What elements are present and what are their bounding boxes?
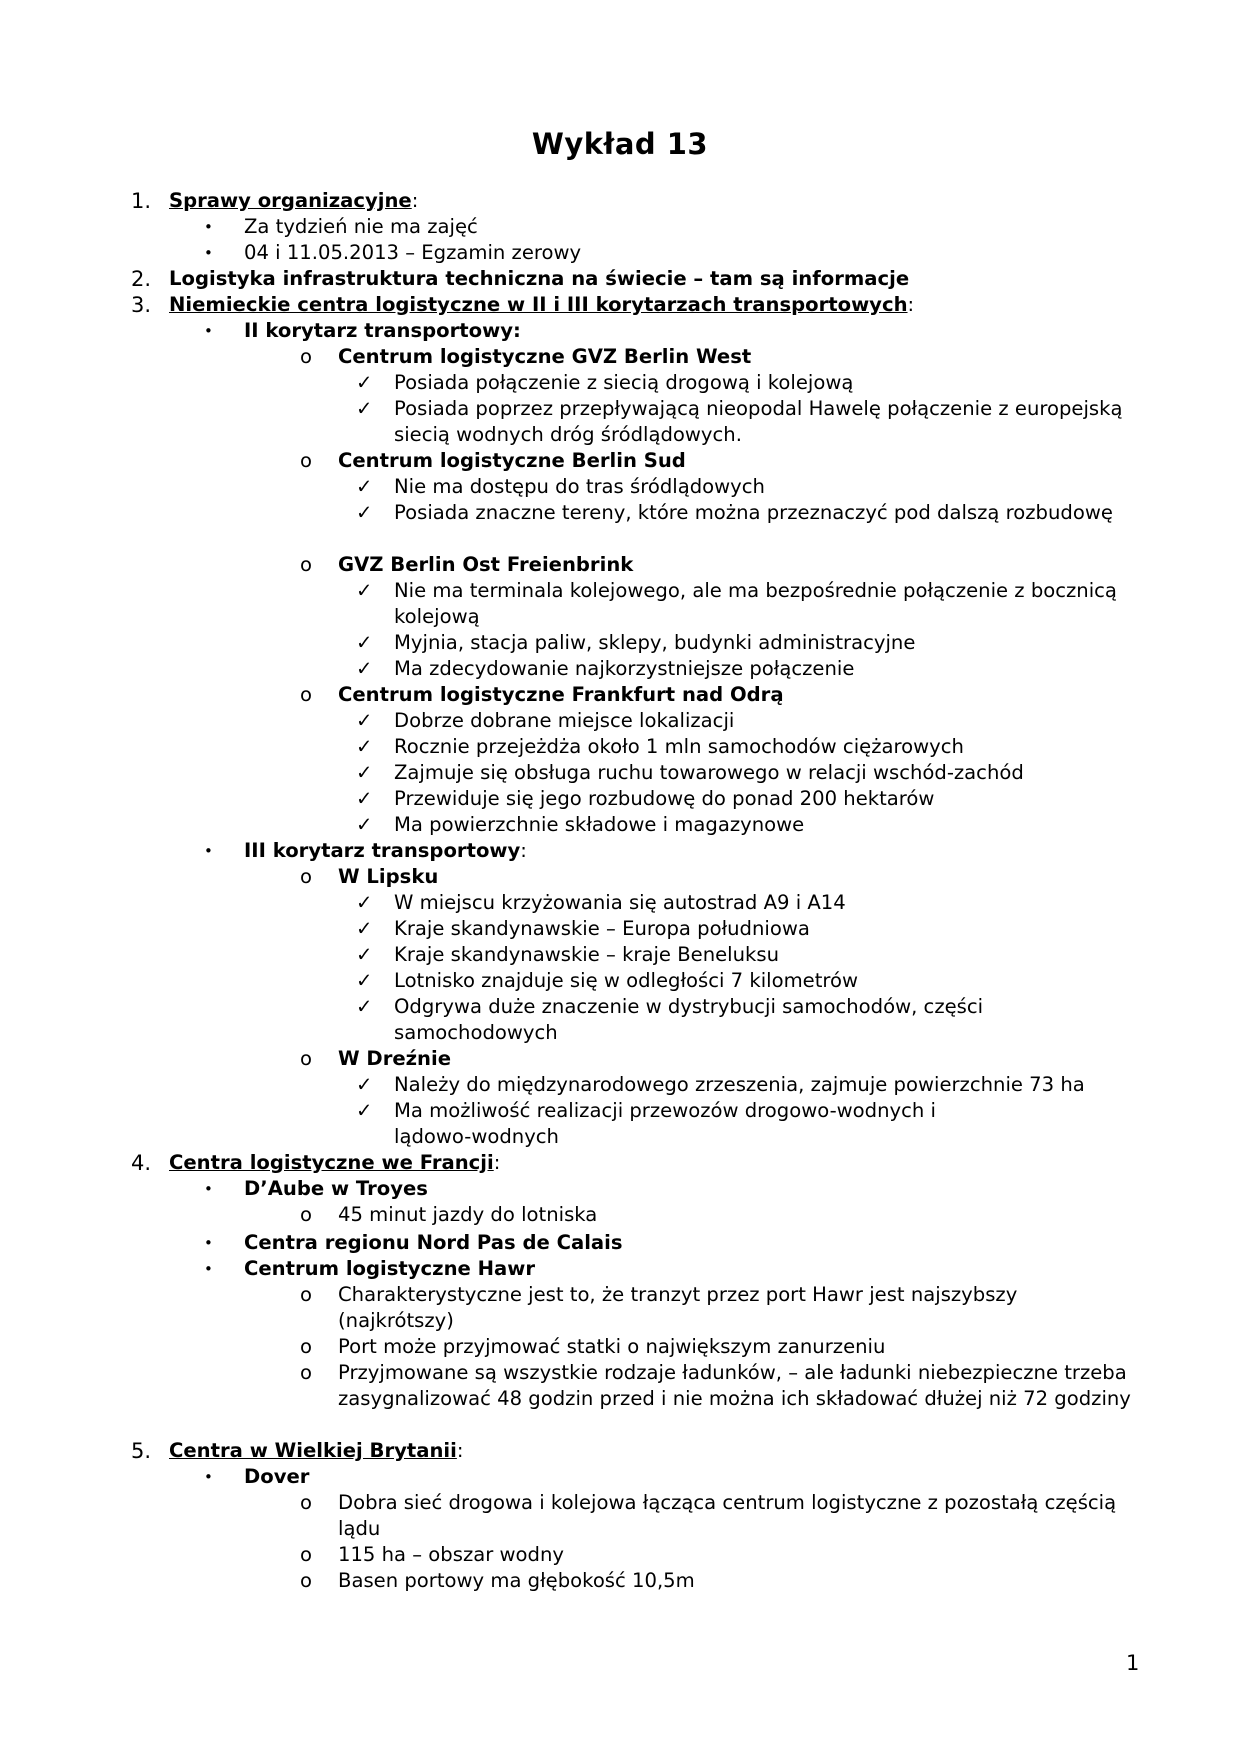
section-5 xyxy=(0,1438,1240,1464)
circle-bullet-icon: o xyxy=(300,1361,312,1384)
section-heading: Niemieckie centra logistyczne w II i III korytarzach transportowych xyxy=(169,293,908,316)
group-label: Centrum logistyczne Hawr xyxy=(244,1257,536,1280)
list-item xyxy=(0,214,1240,240)
section-number: 2. xyxy=(131,267,152,291)
list-item-text: Dobra sieć drogowa i kolejowa łącząca centrum logistyczne z pozostałą częścią lądu xyxy=(338,1491,1117,1540)
heading-suffix: : xyxy=(907,293,915,316)
circle-bullet-icon: o xyxy=(300,345,312,368)
list-item xyxy=(0,370,1240,396)
check-icon: ✓ xyxy=(356,631,373,654)
bullet-icon: • xyxy=(204,1260,213,1278)
section-heading: Logistyka infrastruktura techniczna na świecie – tam są informacje xyxy=(169,267,910,290)
group-heading xyxy=(0,318,1240,344)
check-icon: ✓ xyxy=(356,995,373,1018)
check-icon: ✓ xyxy=(356,891,373,914)
document-body xyxy=(0,188,1240,1594)
list-item-text: Kraje skandynawskie – Europa południowa xyxy=(394,917,810,940)
list-item xyxy=(0,1098,1240,1150)
center-name: Centrum logistyczne GVZ Berlin West xyxy=(338,345,752,368)
group-label: Centra regionu Nord Pas de Calais xyxy=(244,1231,623,1254)
check-icon: ✓ xyxy=(356,475,373,498)
list-item xyxy=(0,734,1240,760)
check-icon: ✓ xyxy=(356,1099,373,1122)
list-item-text: 115 ha – obszar wodny xyxy=(338,1543,564,1566)
circle-bullet-icon: o xyxy=(300,449,312,472)
bullet-icon: • xyxy=(204,322,213,340)
check-icon: ✓ xyxy=(356,657,373,680)
group-label: II korytarz transportowy: xyxy=(244,319,521,342)
check-icon: ✓ xyxy=(356,761,373,784)
heading-suffix: : xyxy=(411,189,419,212)
center-name: W Dreźnie xyxy=(338,1047,452,1070)
section-number: 5. xyxy=(131,1439,152,1463)
bullet-icon: • xyxy=(204,1234,213,1252)
bullet-icon: • xyxy=(204,244,213,262)
check-icon: ✓ xyxy=(356,579,373,602)
list-item-text: Basen portowy ma głębokość 10,5m xyxy=(338,1569,695,1592)
section-number: 1. xyxy=(131,189,152,213)
circle-bullet-icon: o xyxy=(300,1335,312,1358)
section-heading: Centra logistyczne we Francji xyxy=(169,1151,494,1174)
list-item-text: Przyjmowane są wszystkie rodzaje ładunków, – ale ładunki niebezpieczne trzeba zasygnalizować 48 godzin przed i nie można ich składować dłużej niż 72 godziny xyxy=(338,1361,1131,1410)
list-item xyxy=(0,578,1240,630)
list-item xyxy=(0,1282,1240,1334)
list-item-text: Port może przyjmować statki o największym zanurzeniu xyxy=(338,1335,886,1358)
list-item xyxy=(0,656,1240,682)
section-2 xyxy=(0,266,1240,292)
list-item-text: Charakterystyczne jest to, że tranzyt przez port Hawr jest najszybszy (najkrótszy) xyxy=(338,1283,1018,1332)
list-item-text: Za tydzień nie ma zajęć xyxy=(244,215,478,238)
list-item-text: Odgrywa duże znaczenie w dystrybucji samochodów, części samochodowych xyxy=(394,995,984,1044)
group-suffix: : xyxy=(520,839,527,862)
circle-bullet-icon: o xyxy=(300,1047,312,1070)
group-label: III korytarz transportowy xyxy=(244,839,521,862)
center-heading xyxy=(0,864,1240,890)
list-item-text: Posiada połączenie z siecią drogową i kolejową xyxy=(394,371,854,394)
section-3 xyxy=(0,292,1240,318)
list-item xyxy=(0,942,1240,968)
list-item xyxy=(0,1360,1240,1438)
group-label: D’Aube w Troyes xyxy=(244,1177,428,1200)
list-item-text: Nie ma terminala kolejowego, ale ma bezpośrednie połączenie z bocznicą kolejową xyxy=(394,579,1117,628)
section-1 xyxy=(0,188,1240,214)
list-item xyxy=(0,474,1240,500)
section-number: 4. xyxy=(131,1151,152,1175)
list-item xyxy=(0,890,1240,916)
list-item xyxy=(0,1334,1240,1360)
list-item-text: Dobrze dobrane miejsce lokalizacji xyxy=(394,709,735,732)
list-item xyxy=(0,630,1240,656)
section-heading: Sprawy organizacyjne xyxy=(169,189,412,212)
check-icon: ✓ xyxy=(356,917,373,940)
section-heading: Centra w Wielkiej Brytanii xyxy=(169,1439,457,1462)
list-item xyxy=(0,760,1240,786)
list-item xyxy=(0,916,1240,942)
circle-bullet-icon: o xyxy=(300,553,312,576)
circle-bullet-icon: o xyxy=(300,683,312,706)
list-item-text: 45 minut jazdy do lotniska xyxy=(338,1203,598,1226)
list-item-text: Posiada znaczne tereny, które można przeznaczyć pod dalszą rozbudowę xyxy=(394,501,1113,524)
heading-suffix: : xyxy=(456,1439,464,1462)
heading-suffix: : xyxy=(493,1151,501,1174)
group-heading xyxy=(0,1256,1240,1282)
center-heading xyxy=(0,682,1240,708)
list-item-text: Kraje skandynawskie – kraje Beneluksu xyxy=(394,943,780,966)
list-item-text: Ma możliwość realizacji przewozów drogowo-wodnych i lądowo-wodnych xyxy=(394,1099,936,1148)
list-item xyxy=(0,1072,1240,1098)
list-item xyxy=(0,396,1240,448)
bullet-icon: • xyxy=(204,1180,213,1198)
list-item-text: Posiada poprzez przepływającą nieopodal Hawelę połączenie z europejską siecią wodnych dróg śródlądowych. xyxy=(394,397,1123,446)
check-icon: ✓ xyxy=(356,969,373,992)
group-label: Dover xyxy=(244,1465,310,1488)
check-icon: ✓ xyxy=(356,709,373,732)
list-item xyxy=(0,1542,1240,1568)
list-item-text: Lotnisko znajduje się w odległości 7 kilometrów xyxy=(394,969,859,992)
check-icon: ✓ xyxy=(356,787,373,810)
list-item-text: W miejscu krzyżowania się autostrad A9 i A14 xyxy=(394,891,846,914)
bullet-icon: • xyxy=(204,218,213,236)
list-item xyxy=(0,1568,1240,1594)
list-item xyxy=(0,708,1240,734)
page-number: 1 xyxy=(1126,1651,1140,1675)
group-heading xyxy=(0,838,1240,864)
circle-bullet-icon: o xyxy=(300,1543,312,1566)
center-name: Centrum logistyczne Berlin Sud xyxy=(338,449,686,472)
check-icon: ✓ xyxy=(356,501,373,524)
circle-bullet-icon: o xyxy=(300,1283,312,1306)
list-item-text: 04 i 11.05.2013 – Egzamin zerowy xyxy=(244,241,582,264)
center-name: Centrum logistyczne Frankfurt nad Odrą xyxy=(338,683,784,706)
circle-bullet-icon: o xyxy=(300,1569,312,1592)
circle-bullet-icon: o xyxy=(300,1203,312,1226)
list-item xyxy=(0,812,1240,838)
list-item xyxy=(0,994,1240,1046)
list-item-text: Przewiduje się jego rozbudowę do ponad 200 hektarów xyxy=(394,787,935,810)
bullet-icon: • xyxy=(204,842,213,860)
check-icon: ✓ xyxy=(356,735,373,758)
group-heading xyxy=(0,1230,1240,1256)
list-item-text: Zajmuje się obsługa ruchu towarowego w relacji wschód-zachód xyxy=(394,761,1024,784)
center-name: W Lipsku xyxy=(338,865,439,888)
list-item-text: Ma zdecydowanie najkorzystniejsze połączenie xyxy=(394,657,855,680)
list-item xyxy=(0,968,1240,994)
check-icon: ✓ xyxy=(356,1073,373,1096)
check-icon: ✓ xyxy=(356,397,373,420)
center-name: GVZ Berlin Ost Freienbrink xyxy=(338,553,634,576)
center-heading xyxy=(0,344,1240,370)
list-item-text: Należy do międzynarodowego zrzeszenia, zajmuje powierzchnie 73 ha xyxy=(394,1073,1085,1096)
list-item xyxy=(0,786,1240,812)
list-item-text: Rocznie przejeżdża około 1 mln samochodów ciężarowych xyxy=(394,735,964,758)
section-number: 3. xyxy=(131,293,152,317)
group-heading xyxy=(0,1464,1240,1490)
circle-bullet-icon: o xyxy=(300,1491,312,1514)
circle-bullet-icon: o xyxy=(300,865,312,888)
list-item xyxy=(0,1202,1240,1228)
bullet-icon: • xyxy=(204,1468,213,1486)
list-item xyxy=(0,240,1240,266)
center-heading xyxy=(0,552,1240,578)
list-item-text: Myjnia, stacja paliw, sklepy, budynki administracyjne xyxy=(394,631,916,654)
check-icon: ✓ xyxy=(356,943,373,966)
group-heading xyxy=(0,1176,1240,1202)
section-4 xyxy=(0,1150,1240,1176)
check-icon: ✓ xyxy=(356,813,373,836)
check-icon: ✓ xyxy=(356,371,373,394)
center-heading xyxy=(0,448,1240,474)
list-item xyxy=(0,1490,1240,1542)
list-item-text: Ma powierzchnie składowe i magazynowe xyxy=(394,813,805,836)
document-title: Wykład 13 xyxy=(531,127,709,161)
list-item xyxy=(0,500,1240,552)
center-heading xyxy=(0,1046,1240,1072)
list-item-text: Nie ma dostępu do tras śródlądowych xyxy=(394,475,765,498)
